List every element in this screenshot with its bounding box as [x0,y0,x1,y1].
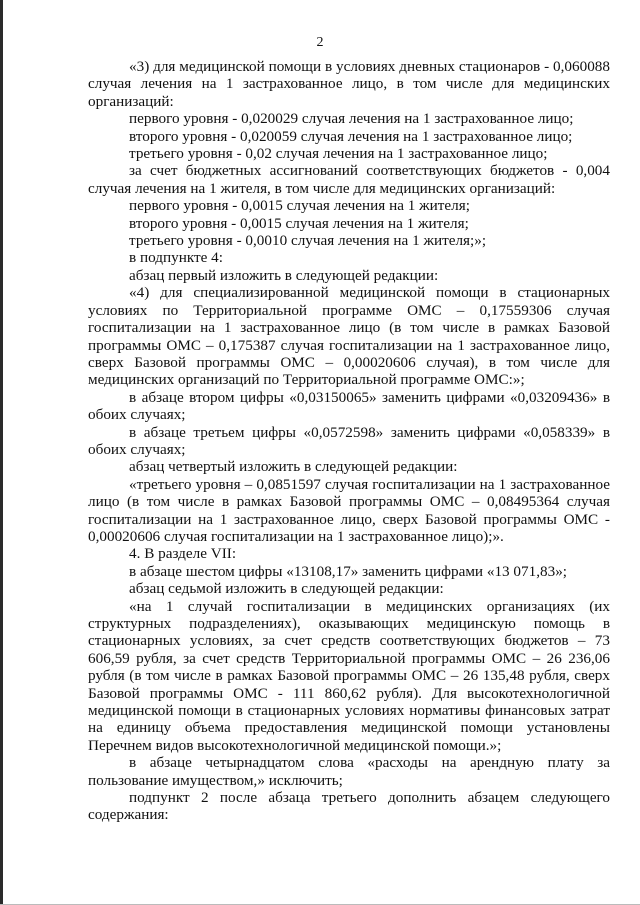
document-body [88,58,610,824]
section-heading: 4. В разделе VII: [129,545,237,563]
page-number: 2 [316,35,324,50]
paragraph: в абзаце четырнадцатом слова «расходы на арендную плату за пользование имуществом,» исключить; [88,754,610,789]
paragraph: первого уровня - 0,020029 случая лечения на 1 застрахованное лицо; [129,110,574,128]
paragraph: «на 1 случай госпитализации в медицинских организациях (их структурных подразделениях), оказывающих медицинскую помощь в стационарных условиях, за счет средств соответствующих бюджетов – 73 606,59 рубля, за счет средств Территориальной программы ОМС – 26 236,06 рубля (в том числе в рамках Базовой программы ОМС – 26 135,48 рубля, сверх Базовой программы ОМС - 111 860,62 рубля). Для высокотехнологичной медицинской помощи в стационарных условиях нормативы финансовых затрат на единицу объема предоставления медицинской помощи установлены Перечнем видов высокотехнологичной медицинской помощи.»; [88,597,610,754]
paragraph: подпункт 2 после абзаца третьего дополнить абзацем следующего содержания: [88,789,610,824]
paragraph: в абзаце третьем цифры «0,0572598» заменить цифрами «0,058339» в обоих случаях; [88,423,610,458]
paragraph: второго уровня - 0,020059 случая лечения на 1 застрахованное лицо; [129,127,573,145]
paragraph: в подпункте 4: [129,249,223,267]
paragraph: абзац седьмой изложить в следующей редакции: [129,580,444,598]
paragraph: в абзаце втором цифры «0,03150065» заменить цифрами «0,03209436» в обоих случаях; [88,388,610,424]
paragraph: третьего уровня - 0,0010 случая лечения на 1 жителя;»; [129,232,487,250]
paragraph: «третьего уровня – 0,0851597 случая госпитализации на 1 застрахованное лицо (в том числе в рамках Базовой программы ОМС – 0,08495364 случая госпитализации на 1 застрахованное лицо, сверх Базовой программы ОМС - 0,00020606 случая госпитализации на 1 застрахованное лицо);». [88,475,610,545]
paragraph: второго уровня - 0,0015 случая лечения на 1 жителя; [129,214,469,232]
paragraph: абзац первый изложить в следующей редакции: [129,266,439,284]
paragraph: третьего уровня - 0,02 случая лечения на 1 застрахованное лицо; [129,145,548,163]
paragraph: за счет бюджетных ассигнований соответствующих бюджетов - 0,004 случая лечения на 1 жителя, в том числе для медицинских организаций: [88,162,610,197]
paragraph: «4) для специализированной медицинской помощи в стационарных условиях по Территориальной программе ОМС – 0,17559306 случая госпитализации на 1 застрахованное лицо (в том числе в рамках Базовой программы ОМС – 0,175387 случая госпитализации на 1 застрахованное лицо, сверх Базовой программы ОМС – 0,00020606 случая), в том числе для медицинских организаций по Территориальной программе ОМС:»; [88,284,610,389]
paragraph: первого уровня - 0,0015 случая лечения на 1 жителя; [129,197,470,215]
paragraph: в абзаце шестом цифры «13108,17» заменить цифрами «13 071,83»; [129,562,568,580]
paragraph: абзац четвертый изложить в следующей редакции: [129,458,458,476]
paragraph: «3) для медицинской помощи в условиях дневных стационаров - 0,060088 случая лечения на 1 застрахованное лицо, в том числе для медицинских организаций: [88,58,610,110]
scan-left-edge [0,0,3,905]
